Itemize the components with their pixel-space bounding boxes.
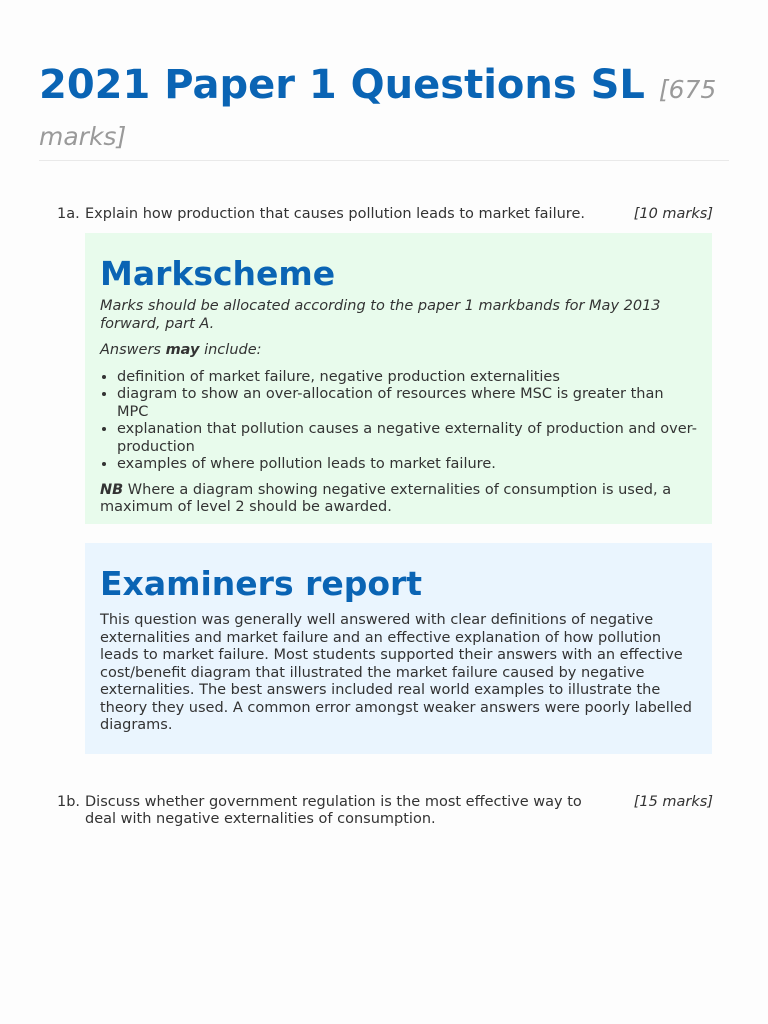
nb-text: Where a diagram showing negative externalities of consumption is used, a maximum of level 2 should be awarded. [100,481,672,515]
markscheme-box [85,233,712,524]
markscheme-nb-note [100,482,697,517]
list-item: • examples of where pollution leads to market failure. [117,456,697,474]
question-text: Discuss whether government regulation is the most effective way to deal with negative externalities of consumption. [85,794,582,827]
question-marks: [15 marks] [633,794,713,810]
markscheme-intro: Marks should be allocated according to the paper 1 markbands for May 2013 forward, part A. [100,298,661,332]
may-suffix: include: [199,342,262,358]
may-word: may [165,342,200,358]
title-divider [39,160,729,161]
nb-label: NB [100,481,124,498]
question-text: Explain how production that causes pollution leads to market failure. [85,206,585,222]
examiners-report-heading: Examiners report [100,564,423,603]
total-marks: [675 marks] [39,75,717,151]
question-marks: [10 marks] [633,206,713,222]
markscheme-bullet-list [100,369,697,474]
list-item: • explanation that pollution causes a negative externality of production and over-production [117,421,697,456]
question-1a [57,206,713,226]
examiners-report-box [85,543,712,754]
page-title-text: 2021 Paper 1 Questions SL [39,62,645,108]
markscheme-may-include [100,342,697,360]
list-item: • diagram to show an over-allocation of resources where MSC is greater than MPC [117,386,697,421]
markscheme-heading: Markscheme [100,254,336,293]
question-number: 1a. [57,206,80,222]
question-number: 1b. [57,794,81,810]
question-1b [57,794,713,834]
page-title [39,64,739,158]
list-item: • definition of market failure, negative production externalities [117,369,697,387]
may-prefix: Answers [100,342,166,358]
examiners-report-text: This question was generally well answered with clear definitions of negative externalities and market failure and an effective explanation of how pollution leads to market failure. Most students supported their answers with an effective cost/benefit diagram that illustrated the market failure caused by negative externalities. The best answers included real world examples to illustrate the theory they used. A common error amongst weaker answers were poorly labelled diagrams. [100,612,692,733]
